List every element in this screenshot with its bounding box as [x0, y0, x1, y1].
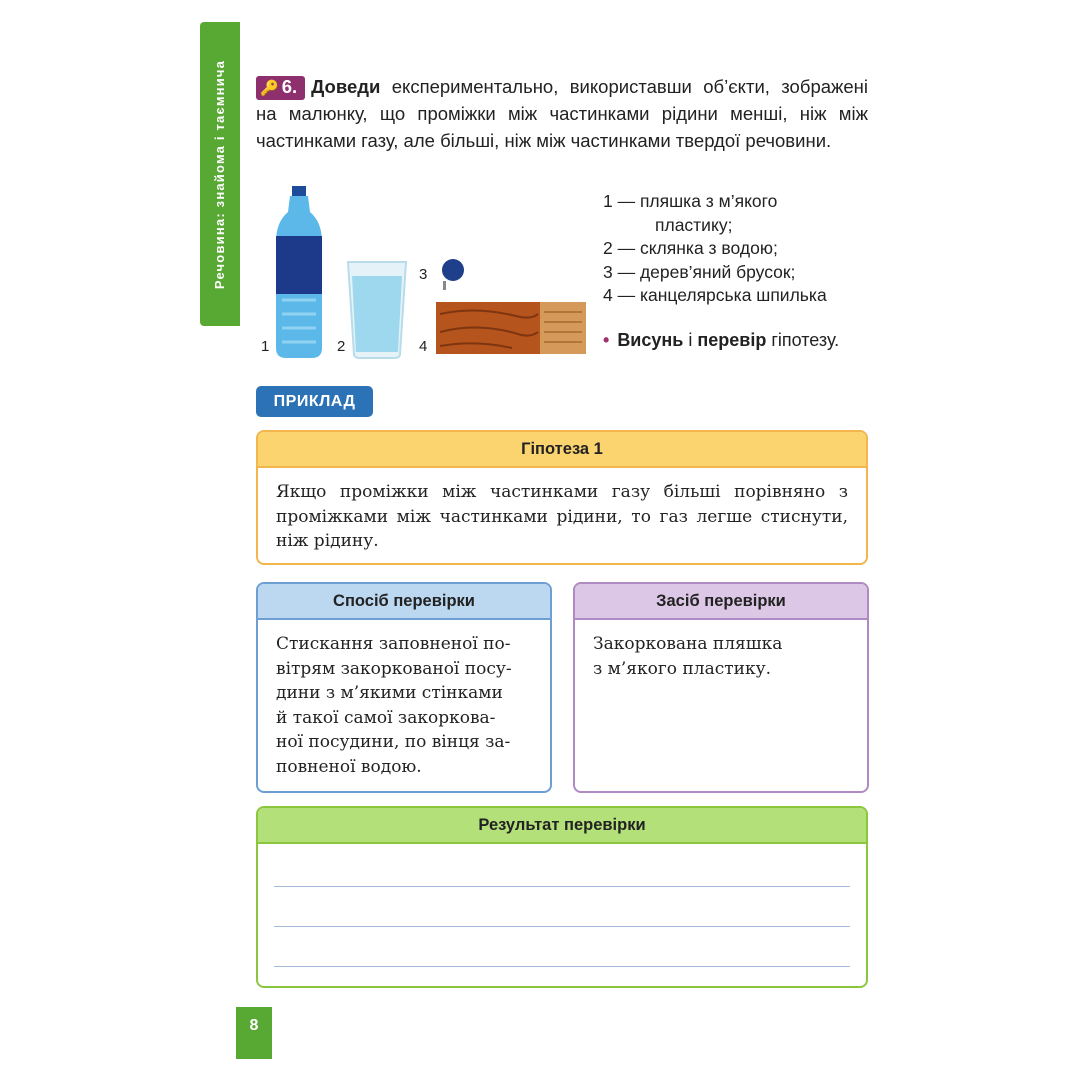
hypothesis-box	[256, 430, 868, 565]
legend-item-2: 2 — склянка з водою;	[603, 238, 778, 258]
method-line: Стискання заповненої по-	[276, 634, 511, 654]
method-line: й такої самої закоркова-	[276, 707, 496, 728]
figure-label-4: 4	[419, 338, 428, 355]
chapter-side-tab-label: Речовина: знайома і таємнича	[212, 59, 228, 289]
example-badge: ПРИКЛАД	[256, 386, 373, 417]
hypothesis-prompt	[603, 330, 839, 351]
glass-icon	[348, 262, 406, 358]
objects-figure	[256, 182, 596, 362]
chapter-side-tab-label-wrap	[200, 22, 240, 326]
task-number: 6.	[281, 76, 298, 97]
pin-icon	[442, 259, 464, 290]
method-box-title: Спосіб перевірки	[258, 584, 550, 620]
answer-line[interactable]	[274, 926, 850, 927]
method-box-text	[258, 620, 550, 791]
bullet-icon: •	[603, 330, 610, 350]
method-box	[256, 582, 552, 793]
result-box	[256, 806, 868, 988]
tool-line: з м’якого пластику.	[593, 658, 771, 679]
task-body: експериментально, використавши об’єкти, зображені на малюнку, що проміжки між частинками рідини менші, ніж між частинками газу, але більші, ніж між частинками твердої речовини.	[256, 76, 869, 151]
key-icon: 🔑	[260, 80, 279, 97]
bottle-icon	[276, 186, 322, 358]
tool-box	[573, 582, 869, 793]
figure-legend	[603, 190, 827, 308]
task-number-badge	[256, 76, 305, 100]
answer-line[interactable]	[274, 886, 850, 887]
hypothesis-box-text: Якщо проміжки між частинками газу більші порівняно з проміжками між частинками рідини, то газ легше стиснути, ніж рідину.	[276, 482, 848, 551]
tool-box-text	[575, 620, 867, 693]
task-lead-verb: Доведи	[311, 76, 381, 97]
method-line: ної посудини, по вінця за-	[276, 732, 511, 752]
result-box-title: Результат перевірки	[258, 808, 866, 844]
task-text	[256, 73, 868, 154]
hypothesis-prompt-verb2: перевір	[697, 330, 767, 350]
method-line: дини з м’якими стінками	[276, 683, 503, 703]
figure-label-3: 3	[419, 266, 428, 283]
hypothesis-prompt-verb1: Висунь	[617, 330, 684, 350]
figure-label-2: 2	[337, 338, 346, 355]
hypothesis-prompt-mid: і	[683, 330, 698, 350]
tool-line: Закоркована пляшка	[593, 634, 783, 654]
figure-label-1: 1	[261, 338, 270, 355]
hypothesis-box-title: Гіпотеза 1	[258, 432, 866, 468]
legend-item-1: 1 — пляшка з м’якого	[603, 191, 778, 211]
legend-item-1-cont: пластику;	[655, 214, 733, 235]
tool-box-title: Засіб перевірки	[575, 584, 867, 620]
legend-item-4: 4 — канцелярська шпилька	[603, 285, 827, 305]
wood-block-icon	[436, 302, 586, 354]
legend-item-3: 3 — дерев’яний брусок;	[603, 261, 796, 282]
method-line: вітрям закоркованої посу-	[276, 658, 512, 679]
hypothesis-prompt-rest: гіпотезу.	[766, 330, 840, 350]
page-number: 8	[236, 1007, 272, 1059]
answer-line[interactable]	[274, 966, 850, 967]
method-line: повненої водою.	[276, 756, 422, 777]
